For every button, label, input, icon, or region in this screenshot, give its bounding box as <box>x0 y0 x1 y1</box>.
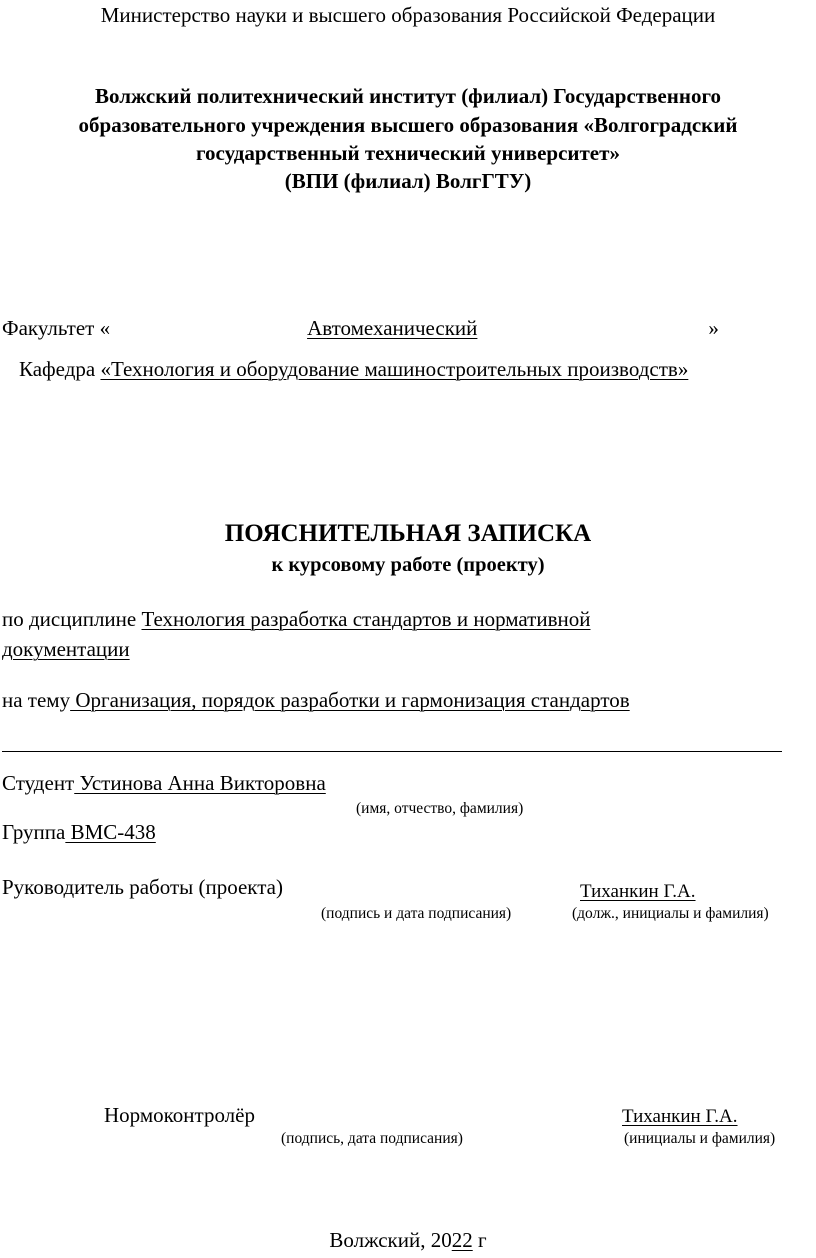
normcontrol-name-caption: (инициалы и фамилия) <box>624 1130 776 1147</box>
city-year-prefix: Волжский, 20 <box>329 1228 452 1252</box>
student-value: Устинова Анна Викторовна <box>74 771 326 795</box>
department-value: «Технология и оборудование машиностроительных производств» <box>100 357 689 381</box>
normcontrol-name-row <box>622 1106 785 1128</box>
department-row <box>19 357 688 382</box>
institute-name-line-1: Волжский политехнический институт (филиал) Государственного <box>95 84 721 108</box>
normcontrol-name: Тиханкин Г.А. <box>622 1106 738 1127</box>
supervisor-row <box>2 875 475 900</box>
topic-blank-line <box>2 751 782 752</box>
faculty-value: Автомеханический <box>307 316 478 340</box>
group-row <box>2 820 156 845</box>
discipline-label: по дисциплине <box>2 607 142 631</box>
student-row <box>2 771 750 796</box>
faculty-close-quote: » <box>708 316 719 340</box>
group-value: ВМС-438 <box>65 820 156 844</box>
normcontrol-signature-line <box>260 1103 447 1127</box>
supervisor-signature-line <box>283 875 475 899</box>
group-label: Группа <box>2 820 66 844</box>
supervisor-name-row <box>580 878 776 903</box>
discipline-row-2 <box>2 637 792 662</box>
discipline-value-line-2: документации <box>2 637 130 661</box>
document-subtitle: к курсовому работе (проекту) <box>271 554 545 576</box>
supervisor-sign-caption: (подпись и дата подписания) <box>321 905 512 922</box>
ministry-title: Министерство науки и высшего образования Российской Федерации <box>100 3 716 27</box>
supervisor-name-caption: (долж., инициалы и фамилия) <box>572 905 769 922</box>
topic-label: на тему <box>2 688 71 712</box>
student-label: Студент <box>2 771 75 795</box>
institute-short-name: (ВПИ (филиал) ВолгГТУ) <box>284 169 532 193</box>
supervisor-label: Руководитель работы (проекта) <box>2 875 283 899</box>
department-label: Кафедра <box>19 357 101 381</box>
institute-name-line-3: государственный технический университет» <box>196 141 620 165</box>
faculty-label: Факультет « <box>2 316 111 340</box>
year-letter: г <box>472 1228 487 1252</box>
normcontrol-row <box>104 1103 447 1128</box>
supervisor-name: Тиханкин Г.А. <box>580 881 696 902</box>
institute-name-line-2: образовательного учреждения высшего образования «Волгоградский <box>78 113 738 137</box>
topic-row <box>2 688 630 713</box>
city-year <box>0 1228 816 1253</box>
document-title: ПОЯСНИТЕЛЬНАЯ ЗАПИСКА <box>224 520 592 547</box>
normcontrol-label: Нормоконтролёр <box>104 1103 261 1127</box>
student-caption: (имя, отчество, фамилия) <box>356 800 524 817</box>
normcontrol-sign-caption: (подпись, дата подписания) <box>281 1130 463 1147</box>
discipline-row <box>2 607 590 632</box>
year-suffix: 22 <box>451 1228 473 1252</box>
discipline-value-line-1: Технология разработка стандартов и нормативной <box>141 607 591 631</box>
faculty-row <box>2 316 719 341</box>
topic-value: Организация, порядок разработки и гармонизация стандартов <box>70 688 630 712</box>
